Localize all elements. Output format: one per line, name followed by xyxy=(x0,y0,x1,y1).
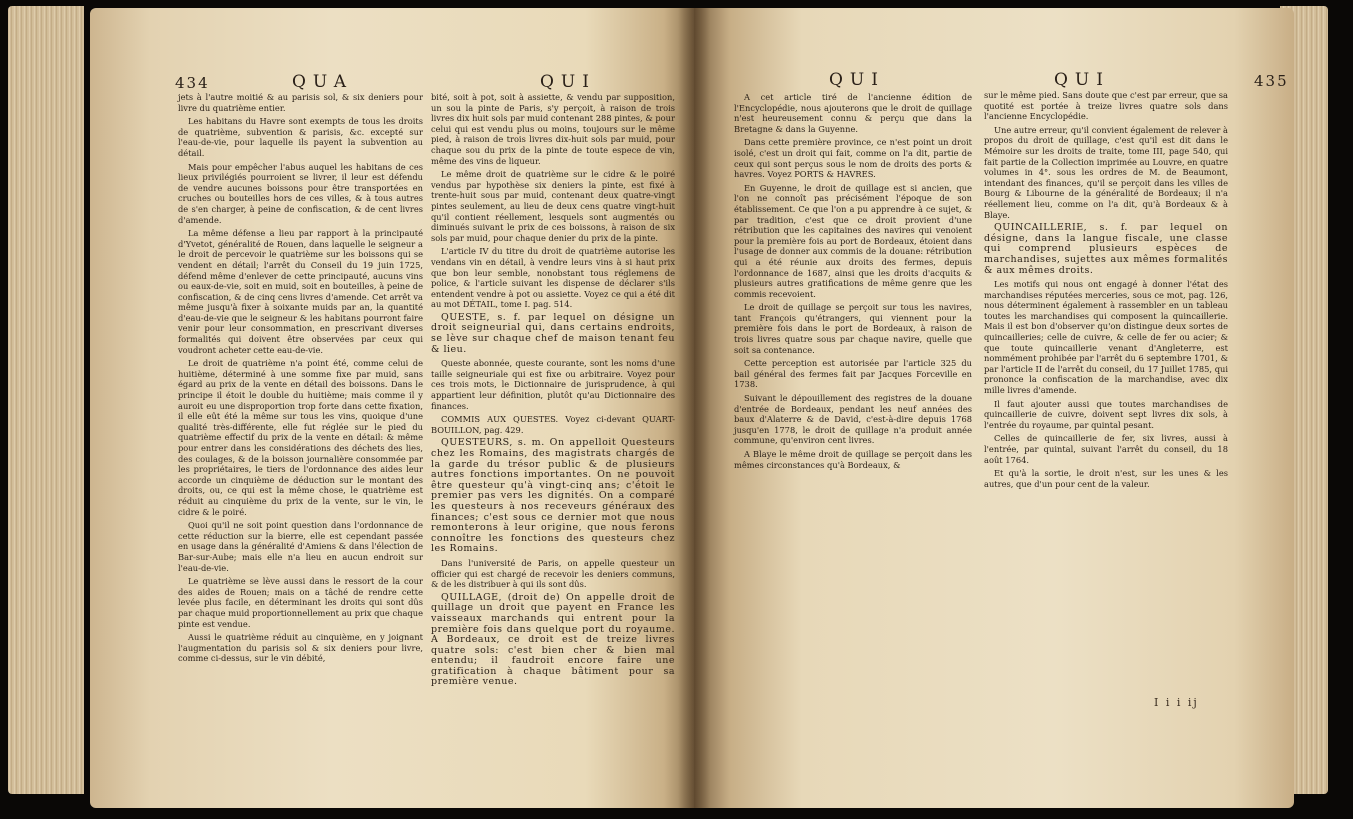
paragraph: Aussi le quatrième réduit au cinquième, en y joignant l'augmentation du parisis sol & six deniers pour livre, comme ci-dessus, sur le vin débité, xyxy=(178,632,423,664)
left-page-column-2 xyxy=(431,92,675,691)
running-head-qua: QUA xyxy=(292,72,354,92)
left-page-column-1 xyxy=(178,92,423,667)
paragraph: En Guyenne, le droit de quillage est si ancien, que l'on ne connoît pas précisément l'époque de son établissement. Ce que l'on a pu apprendre à ce sujet, & par tradition, c'est que ce droit provient d'une rétribution que les capitaines des navires qui venoient pour la première fois au port de Bordeaux, étoient dans l'usage de donner aux commis de la douane: rétribution qui a été réunie aux droits des fermes, depuis l'ordonnance de 1687, ainsi que les droits d'acquits & plusieurs autres gratifications de même genre que les commis recevoient. xyxy=(734,182,972,299)
paragraph: A cet article tiré de l'ancienne édition de l'Encyclopédie, nous ajouterons que le droit de quillage n'est heureusement connu & perçu que dans la Bretagne & dans la Guyenne. xyxy=(734,92,972,134)
entry-quillage: QUILLAGE, (droit de) On appelle droit de quillage un droit que payent en France les vaisseaux marchands qui entrent pour la première fois dans quelque port du royaume. A Bordeaux, ce droit est de treize livres quatre sols: c'est bien cher & bien mal entendu; il faudroit encore faire une gratification à chaque bâtiment pour sa première venue. xyxy=(431,591,675,688)
paragraph: Dans cette première province, ce n'est point un droit isolé, c'est un droit qui fait, comme on l'a dit, partie de ceux qui sont perçus sous le nom de droits des ports & havres. Voyez PORTS & HAVRES. xyxy=(734,137,972,180)
paragraph: A Blaye le même droit de quillage se perçoit dans les mêmes circonstances qu'à Bordeaux, & xyxy=(734,449,972,470)
book-gutter xyxy=(678,8,710,808)
entry-questeurs: QUESTEURS, s. m. On appelloit Questeurs chez les Romains, des magistrats chargés de la garde du trésor public & de plusieurs autres fonctions importantes. On ne pouvoit être questeur qu'à vingt-cinq ans; c'étoit le premier pas vers les dignités. On a comparé les questeurs à nos receveurs généraux des finances; c'est sous ce dernier mot que nous remonterons à leur origine, que nous ferons connoître les fonctions des questeurs chez les Romains. xyxy=(431,437,675,555)
paragraph: Le même droit de quatrième sur le cidre & le poiré vendus par hypothèse six deniers la pinte, est fixé à trente-huit sous par muid, contenant deux quatre-vingt pintes seulement, au lieu de deux cens quatre vingt-huit qu'il contient réellement, lesquels sont augmentés ou diminués suivant le prix de ces boissons, à raison de six sols par muid, pour chaque denier du prix de la pinte. xyxy=(431,169,675,243)
paragraph: Dans l'université de Paris, on appelle questeur un officier qui est chargé de recevoir les deniers communs, & de les distribuer à qui ils sont dûs. xyxy=(431,557,675,590)
running-head-qui-right-1: QUI xyxy=(829,70,885,90)
paragraph: sur le même pied. Sans doute que c'est par erreur, que sa quotité est portée à treize livres quatre sols dans l'ancienne Encyclopédie. xyxy=(984,90,1228,122)
paragraph: Quoi qu'il ne soit point question dans l'ordonnance de cette réduction sur la bierre, elle est cependant passée en usage dans la généralité d'Amiens & dans l'élection de Bar-sur-Aube; mais elle n'a lieu en aucun endroit sur l'eau-de-vie. xyxy=(178,520,423,573)
paragraph: Celles de quincaillerie de fer, six livres, aussi à l'entrée, par quintal, suivant l'arrêt du conseil, du 18 août 1764. xyxy=(984,433,1228,465)
running-head-qui-right-2: QUI xyxy=(1054,70,1110,90)
paragraph: Les habitans du Havre sont exempts de tous les droits de quatrième, subvention & parisis, &c. excepté sur l'eau-de-vie, pour laquelle ils payent la subvention au détail. xyxy=(178,116,423,158)
paragraph: Queste abonnée, queste courante, sont les noms d'une taille seigneuriale qui est fixe ou arbitraire. Voyez pour ces trois mots, le Dictionnaire de jurisprudence, à qui appartient leur définition, plutôt qu'au Dictionnaire des finances. xyxy=(431,358,675,411)
running-head-qui-left: QUI xyxy=(540,72,596,92)
right-page-column-1 xyxy=(734,92,972,473)
signature-mark: I i i ij xyxy=(1154,696,1199,709)
entry-queste: QUESTE, s. f. par lequel on désigne un droit seigneurial qui, dans certains endroits, se lève sur chaque chef de maison tenant feu & lieu. xyxy=(431,311,675,355)
paragraph: L'article IV du titre du droit de quatrième autorise les vendans vin en détail, à vendre leurs vins à si haut prix que bon leur semble, nonobstant tous réglemens de police, & l'article suivant les dispense de déclarer s'ils entendent vendre à pot ou assiette. Voyez ce qui a été dit au mot DÉTAIL, tome I. pag. 514. xyxy=(431,246,675,310)
page-number-right: 435 xyxy=(1254,72,1289,90)
paragraph: jets à l'autre moitié & au parisis sol, & six deniers pour livre du quatrième entier. xyxy=(178,92,423,113)
paragraph: Mais pour empêcher l'abus auquel les habitans de ces lieux privilégiés pourroient se livrer, il leur est défendu de vendre aucunes boissons pour être transportées en cruches ou bouteilles hors de ces villes, & à tous autres de s'en charger, à peine de confiscation, & de cent livres d'amende. xyxy=(178,161,423,225)
paragraph: Les motifs qui nous ont engagé à donner l'état des marchandises réputées merceries, sous ce mot, pag. 126, nous déterminent également à rassembler en un tableau toutes les marchandises qui composent la quincaillerie. Mais il est bon d'observer qu'on distingue deux sortes de quincailleries; celle de cuivre, & celle de fer ou acier; & que toute quincaillerie venant d'Angleterre, est nommément prohibée par l'arrêt du 6 septembre 1701, & par l'article II de l'arrêt du conseil, du 17 Juillet 1785, qui prononce la confiscation de la marchandise, avec dix mille livres d'amende. xyxy=(984,279,1229,396)
paragraph: Le quatrième se lève aussi dans le ressort de la cour des aides de Rouen; mais on a tâché de rendre cette levée plus facile, en déterminant les droits qui sont dûs par chaque muid proportionnellement au prix que chaque pinte est vendue. xyxy=(178,576,423,629)
page-number-left: 434 xyxy=(175,74,210,92)
paragraph: Il faut ajouter aussi que toutes marchandises de quincaillerie de cuivre, doivent sept livres dix sols, à l'entrée du royaume, par quintal pesant. xyxy=(984,398,1228,430)
open-book xyxy=(10,8,1343,808)
paragraph: Une autre erreur, qu'il convient également de relever à propos du droit de quillage, c'est qu'il est dit dans le Mémoire sur les droits de traite, tome III, page 540, qui fait partie de la Collection imprimée au Louvre, en quatre volumes in 4°. sous les ordres de M. de Beaumont, intendant des finances, qu'il se perçoit dans les villes de Bourg & Libourne de la généralité de Bordeaux; il n'a réellement lieu, comme on l'a dit, qu'à Bordeaux & à Blaye. xyxy=(984,124,1228,220)
paragraph: COMMIS AUX QUESTES. Voyez ci-devant QUART-BOUILLON, pag. 429. xyxy=(431,414,675,435)
paragraph: Et qu'à la sortie, le droit n'est, sur les unes & les autres, que d'un pour cent de la valeur. xyxy=(984,468,1228,489)
paragraph: Cette perception est autorisée par l'article 325 du bail général des fermes fait par Jacques Forceville en 1738. xyxy=(734,358,972,390)
entry-quincaillerie: QUINCAILLERIE, s. f. par lequel on désigne, dans la langue fiscale, une classe qui comprend plusieurs espèces de marchandises, sujettes aux mêmes formalités & aux mêmes droits. xyxy=(984,222,1228,276)
right-page-column-2 xyxy=(984,90,1228,492)
paragraph: Suivant le dépouillement des registres de la douane d'entrée de Bordeaux, pendant les neuf années des baux d'Alaterre & de David, c'est-à-dire depuis 1768 jusqu'en 1778, le droit de quillage n'a produit année commune, qu'environ cent livres. xyxy=(734,393,972,446)
paragraph: Le droit de quatrième n'a point été, comme celui de huitième, déterminé à une somme fixe par muid, sans égard au prix de la vente en détail des boissons. Dans le principe il étoit le double du huitième; mais comme il y auroit eu une disproportion trop forte dans cette fixation, il elle eût été la même sur tous les vins, quoique d'une qualité très-différente, elle fut réglée sur le pied du quatrième effectif du prix de la vente en détail: & même pour entrer dans les considérations des déchets des lies, des coulages, & de la boisson journalière consommée par les propriétaires, le tiers de l'ordonnance des aides leur accorde un cinquième de déduction sur le montant des droits, ou, ce qui est la même chose, le quatrième est réduit au cinquième du prix de la vente, sur le vin, le cidre & le poiré. xyxy=(178,358,423,517)
right-page xyxy=(694,8,1294,808)
paragraph: La même défense a lieu par rapport à la principauté d'Yvetot, généralité de Rouen, dans laquelle le seigneur a le droit de percevoir le quatrième sur les boissons qui se vendent en détail; l'arrêt du Conseil du 19 juin 1725, défend même d'enlever de cette principauté, aucuns vins ou eaux-de-vie, soit en muid, soit en bouteilles, à peine de confiscation, & de cinq cens livres d'amende. Cet arrêt va même jusqu'à fixer à soixante muids par an, la quantité d'eau-de-vie que le seigneur & les habitans pourront faire venir pour leur consommation, en prescrivant diverses formalités qui doivent être observées par ceux qui voudront acheter cette eau-de-vie. xyxy=(178,228,423,355)
paragraph: bité, soit à pot, soit à assiette, & vendu par supposition, un sou la pinte de Paris, s'y perçoit, à raison de trois livres dix huit sols par muid contenant 288 pintes, & pour celui qui est vendu plus ou moins, toujours sur le même pied, à raison de trois livres dix-huit sols par muid, pour chaque sou du prix de la pinte de toute espece de vin, même des vins de liqueur. xyxy=(431,92,675,166)
left-page xyxy=(90,8,694,808)
paragraph: Le droit de quillage se perçoit sur tous les navires, tant François qu'étrangers, qui viennent pour la première fois dans le port de Bordeaux, à raison de trois livres quatre sous par chaque navire, quelle que soit sa contenance. xyxy=(734,302,972,355)
